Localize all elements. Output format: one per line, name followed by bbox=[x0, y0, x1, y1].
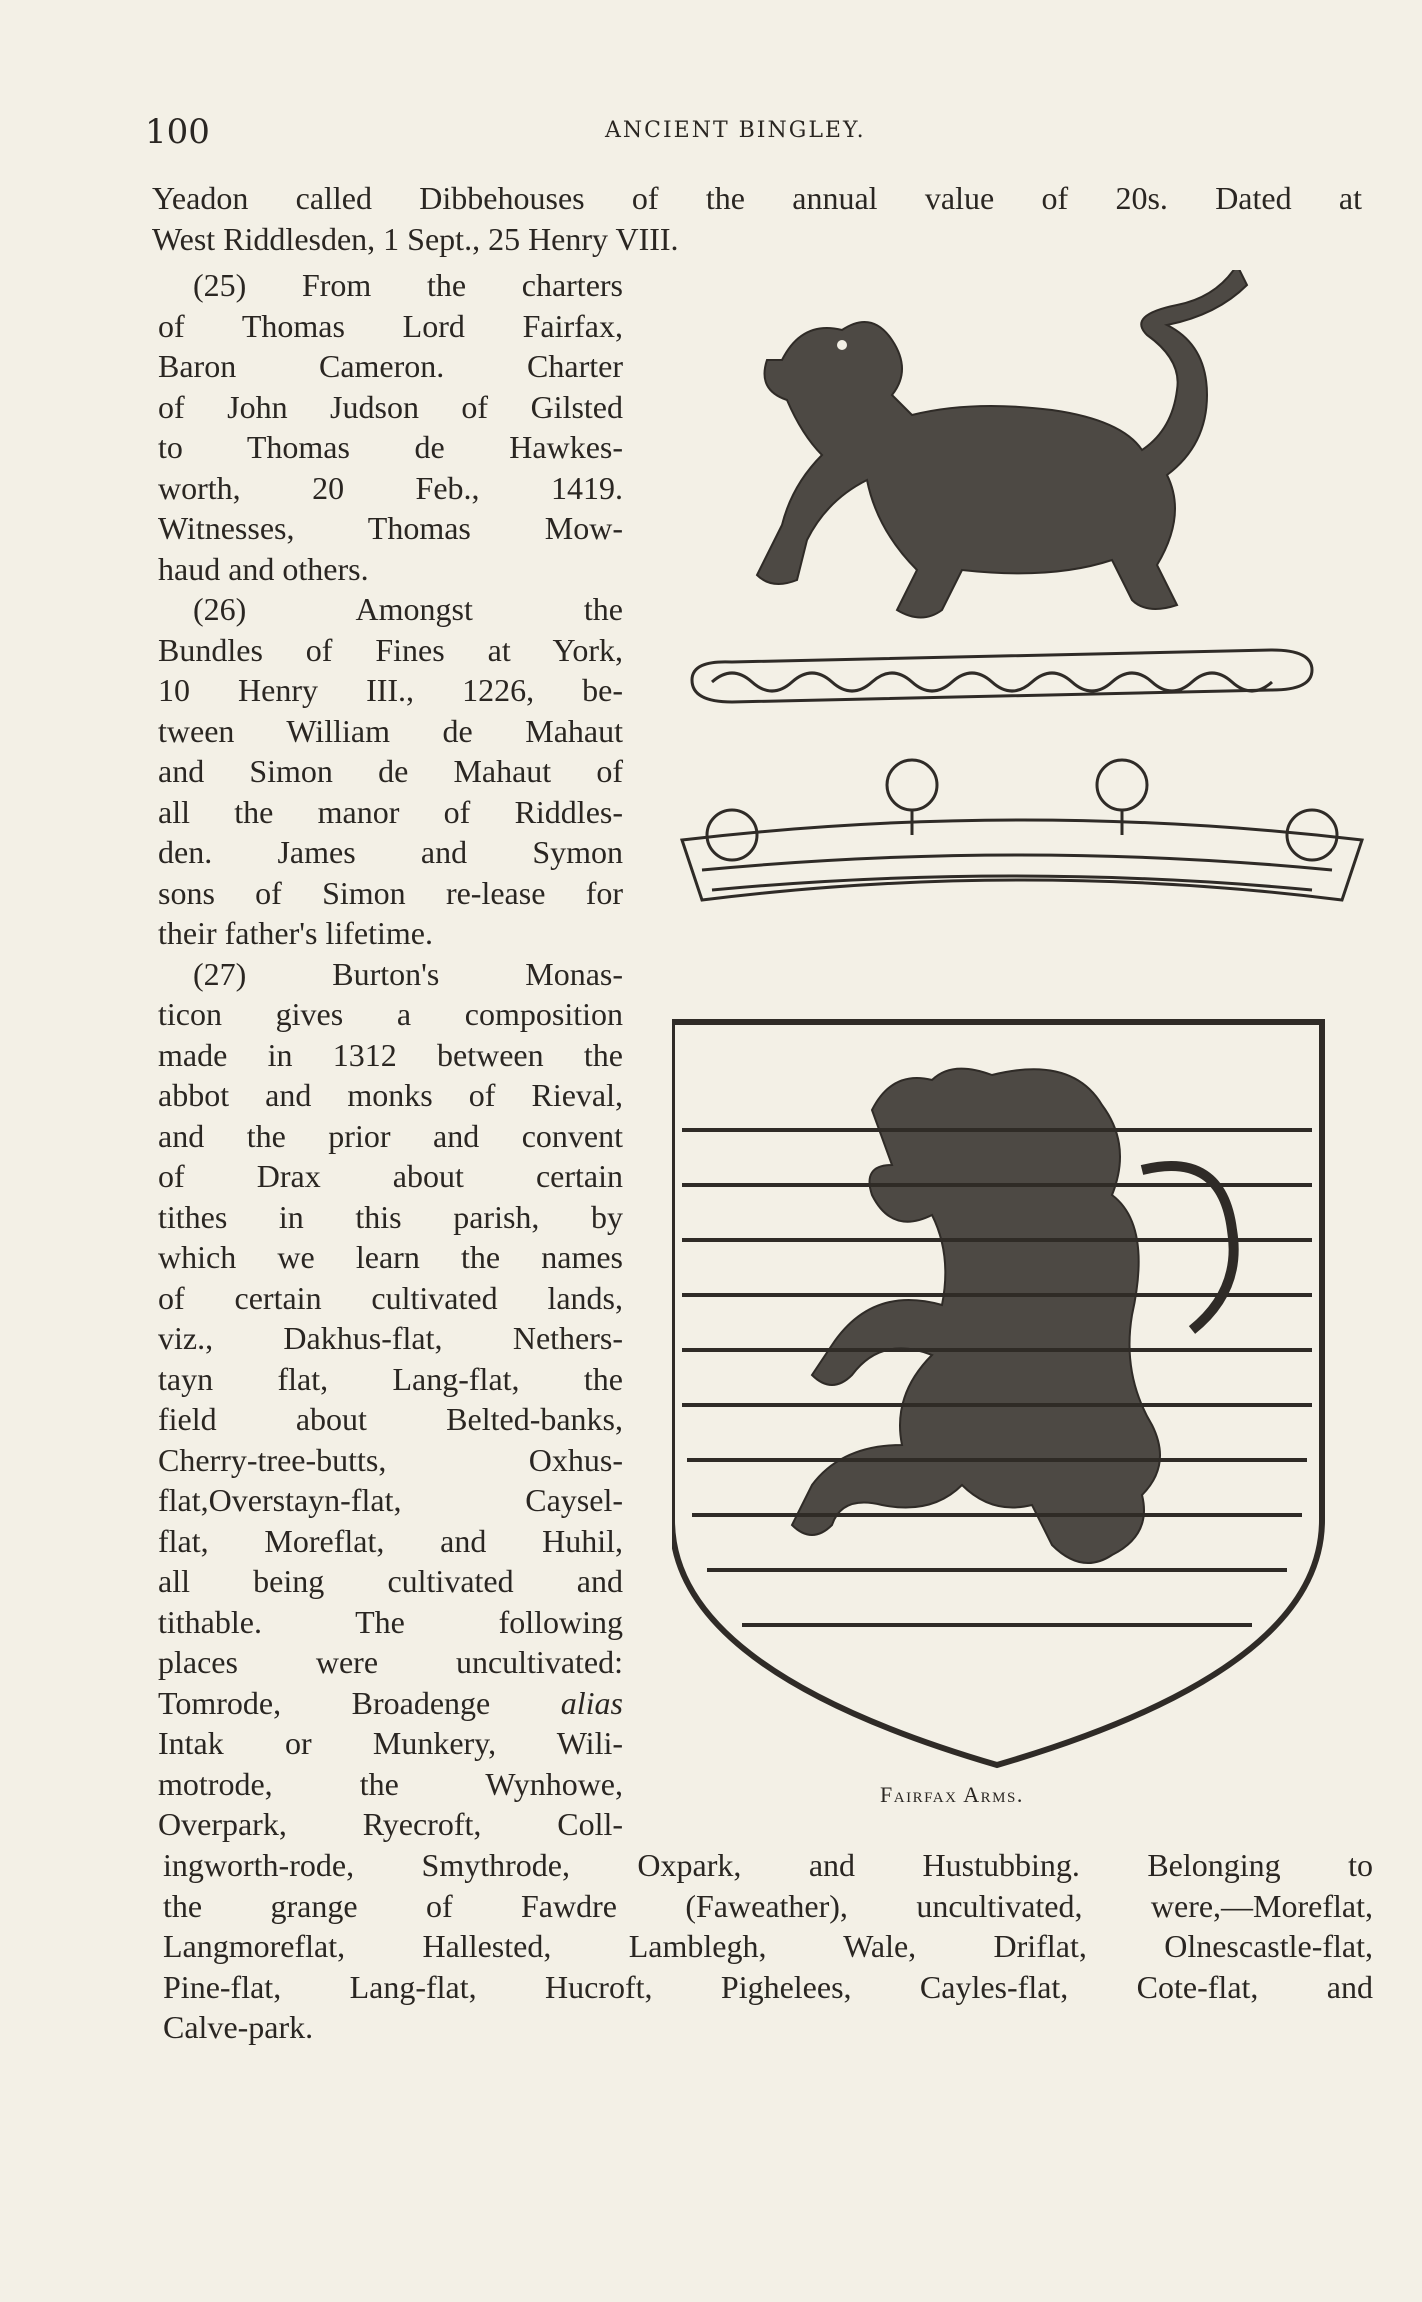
text-line: of Thomas Lord Fairfax, bbox=[158, 307, 623, 344]
paragraph-27-line: (27) Burton's Monas- bbox=[193, 955, 623, 992]
text-line: abbot and monks of Rieval, bbox=[158, 1077, 623, 1113]
text-line-with-alias bbox=[158, 1683, 623, 1724]
running-head: ANCIENT BINGLEY. bbox=[605, 118, 866, 143]
text-line: flat, Moreflat, and Huhil, bbox=[158, 1522, 623, 1559]
text-line: to Thomas de Hawkes- bbox=[158, 429, 623, 465]
page-number: 100 bbox=[145, 112, 210, 152]
torse-wreath bbox=[692, 650, 1312, 702]
text-line: Cherry-tree-butts, Oxhus- bbox=[158, 1441, 623, 1478]
text-line: Yeadon called Dibbehouses of the annual value of 20s. Dated at bbox=[152, 180, 1362, 216]
fairfax-coat-of-arms-engraving-icon bbox=[672, 270, 1372, 1770]
text-line: Overpark, Ryecroft, Coll- bbox=[158, 1806, 623, 1842]
text-line: tithes in this parish, by bbox=[158, 1198, 623, 1235]
text-line: Witnesses, Thomas Mow- bbox=[158, 510, 623, 546]
text-line: of Drax about certain bbox=[158, 1158, 623, 1194]
text-line: 10 Henry III., 1226, be- bbox=[158, 672, 623, 708]
text-line: Bundles of Fines at York, bbox=[158, 631, 623, 668]
text-line: which we learn the names bbox=[158, 1239, 623, 1275]
text-line: and Simon de Mahaut of bbox=[158, 753, 623, 789]
text-line: ticon gives a composition bbox=[158, 996, 623, 1032]
text-line: haud and others. bbox=[158, 550, 369, 587]
text-line: field about Belted-banks, bbox=[158, 1401, 623, 1437]
rampant-lion bbox=[792, 1069, 1234, 1563]
text-line: all the manor of Riddles- bbox=[158, 793, 623, 830]
text-line: ingworth-rode, Smythrode, Oxpark, and Hustubbing. Belonging to bbox=[163, 1847, 1373, 1883]
text-line: flat,Overstayn-flat, Caysel- bbox=[158, 1482, 623, 1518]
text-line: Langmoreflat, Hallested, Lamblegh, Wale, Driflat, Olnescastle-flat, bbox=[163, 1928, 1373, 1964]
alias-word: alias bbox=[560, 1684, 623, 1721]
coronet bbox=[682, 760, 1362, 900]
text-line: sons of Simon re-lease for bbox=[158, 874, 623, 911]
text-line: Calve-park. bbox=[163, 2009, 314, 2045]
text-line: tithable. The following bbox=[158, 1603, 623, 1640]
text-fragment: Tomrode, Broadenge bbox=[158, 1684, 491, 1721]
left-column-text bbox=[158, 265, 623, 1845]
text-line: West Riddlesden, 1 Sept., 25 Henry VIII. bbox=[152, 220, 679, 257]
closing-lines bbox=[163, 1845, 1373, 2048]
text-line: motrode, the Wynhowe, bbox=[158, 1765, 623, 1802]
text-line: of certain cultivated lands, bbox=[158, 1279, 623, 1316]
paragraph-25-line: (25) From the charters bbox=[193, 267, 623, 303]
text-line: places were uncultivated: bbox=[158, 1644, 623, 1680]
text-line: the grange of Fawdre (Faweather), uncultivated, were,—Moreflat, bbox=[163, 1887, 1373, 1924]
text-line: Baron Cameron. Charter bbox=[158, 348, 623, 384]
text-line: Intak or Munkery, Wili- bbox=[158, 1725, 623, 1761]
fairfax-arms-figure bbox=[672, 270, 1372, 1830]
paragraph-26-line: (26) Amongst the bbox=[193, 591, 623, 627]
text-line: and the prior and convent bbox=[158, 1117, 623, 1154]
text-line: tween William de Mahaut bbox=[158, 712, 623, 749]
text-line: made in 1312 between the bbox=[158, 1036, 623, 1073]
figure-caption: Fairfax Arms. bbox=[880, 1782, 1024, 1807]
text-line: all being cultivated and bbox=[158, 1563, 623, 1599]
text-line: tayn flat, Lang-flat, the bbox=[158, 1360, 623, 1397]
page-header bbox=[145, 112, 1365, 162]
text-line: viz., Dakhus-flat, Nethers- bbox=[158, 1320, 623, 1356]
text-line: their father's lifetime. bbox=[158, 915, 433, 951]
crest-lion bbox=[757, 270, 1247, 618]
text-line: of John Judson of Gilsted bbox=[158, 388, 623, 425]
opening-lines bbox=[152, 178, 1362, 259]
text-line: Pine-flat, Lang-flat, Hucroft, Pighelees, Cayles-flat, Cote-flat, and bbox=[163, 1968, 1373, 2005]
text-line: den. James and Symon bbox=[158, 834, 623, 870]
text-line: worth, 20 Feb., 1419. bbox=[158, 469, 623, 506]
